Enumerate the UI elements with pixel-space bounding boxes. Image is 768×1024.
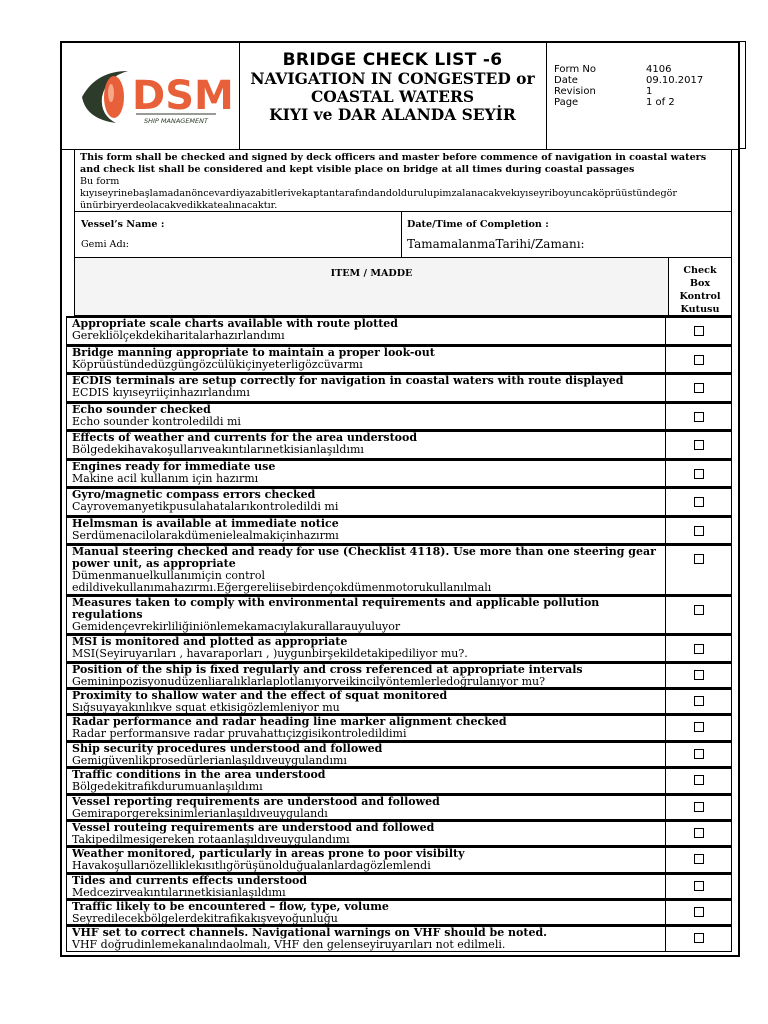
checklist-item-text [72, 404, 662, 428]
checklist-item-tr: Seyredilecekbölgelerdekitrafikakışveyoğunluğu [72, 912, 338, 925]
checklist-item-text [72, 690, 662, 714]
checklist-item-text [72, 796, 662, 820]
checkbox[interactable] [694, 383, 704, 393]
checklist-item-text [72, 716, 662, 740]
checkbox-cell [665, 597, 731, 633]
checklist-item-text [72, 375, 662, 399]
checklist-item-tr: MSI(Seyiruyarıları , havaraporları , )uygunbirşekildetakipediliyor mu?. [72, 647, 468, 660]
checklist-item-text [72, 743, 662, 767]
logo-cell [62, 43, 240, 149]
checklist-item-en: Measures taken to comply with environmental requirements and applicable pollution regulations [72, 596, 600, 621]
checklist-row [66, 767, 732, 794]
checklist-item-tr: Serdümenacilolarakdümenielealmakiçinhazırmı [72, 529, 339, 542]
checklist-item-text [72, 489, 662, 513]
checklist-form [60, 41, 740, 957]
table-header [74, 258, 732, 316]
checklist-row [66, 487, 732, 516]
checkbox-cell [665, 664, 731, 687]
checkbox-cell [665, 848, 731, 872]
checklist-item-en: Weather monitored, particularly in areas prone to poor visibilty [72, 847, 465, 860]
checkbox[interactable] [694, 854, 704, 864]
title-cell [239, 43, 547, 149]
checkbox-cell [665, 347, 731, 372]
checklist-item-text [72, 927, 662, 951]
checklist-item-tr: Gemigüvenlikprosedürlerianlaşıldıveuygulandımı [72, 754, 347, 767]
completion-date-label-tr: TamamalanmaTarihi/Zamanı: [407, 237, 585, 251]
checkbox[interactable] [694, 469, 704, 479]
checklist-row [66, 714, 732, 741]
checklist-item-tr: Gemininpozisyonudüzenliaralıklarlaplotlanıyorveikincilyöntemlerledoğrulanıyor mu? [72, 675, 546, 688]
checklist-item-text [72, 461, 662, 485]
checkbox[interactable] [694, 644, 704, 654]
checklist-item-text [72, 636, 662, 660]
checklist-row [66, 688, 732, 714]
form-meta: Form No 4106 Date 09.10.2017 Revision 1 Page 1 of 2 [554, 64, 704, 108]
checklist-item-en: Position of the ship is fixed regularly and cross referenced at appropriate intervals [72, 663, 583, 676]
checkbox[interactable] [694, 497, 704, 507]
checklist-item-text [72, 901, 662, 925]
vessel-name-label-tr: Gemi Adı: [81, 239, 129, 250]
checkbox[interactable] [694, 412, 704, 422]
checklist-item-en: Echo sounder checked [72, 403, 211, 416]
checkbox[interactable] [694, 526, 704, 536]
checklist-item-text [72, 318, 662, 342]
checkbox[interactable] [694, 355, 704, 365]
completion-date-label: Date/Time of Completion : [407, 219, 549, 230]
checklist-item-en: Vessel routeing requirements are understood and followed [72, 821, 435, 834]
checkbox-cell [665, 636, 731, 661]
checkbox-cell [665, 546, 731, 594]
checklist-item-text [72, 769, 662, 793]
checklist-row [66, 516, 732, 544]
checkbox[interactable] [694, 933, 704, 943]
checkbox[interactable] [694, 802, 704, 812]
checklist-item-tr: Makine acil kullanım için hazırmı [72, 472, 259, 485]
checklist-item-tr: Gemidençevrekirliliğiniönlemekamacıylakurallarauyuluyor [72, 620, 401, 633]
checklist-item-en: Helmsman is available at immediate notice [72, 517, 339, 530]
logo-text: DSM [132, 73, 234, 119]
checklist-item-tr: ECDIS kıyıseyriiçinhazırlandımı [72, 386, 250, 399]
checkbox-cell [665, 875, 731, 898]
checkbox[interactable] [694, 722, 704, 732]
form-subtitle-en-2: COASTAL WATERS [310, 87, 475, 106]
checkbox-cell [665, 927, 731, 951]
checkbox-cell [665, 796, 731, 819]
checklist-item-text [72, 347, 662, 371]
checklist-row [66, 794, 732, 820]
checklist-row [66, 459, 732, 487]
checklist-item-text [72, 432, 662, 456]
checklist-item-en: Effects of weather and currents for the area understood [72, 431, 418, 444]
checklist-item-tr: Gemiraporgereksinimlerianlaşıldıveuygulandı [72, 807, 328, 820]
checklist-item-en: Gyro/magnetic compass errors checked [72, 488, 316, 501]
checklist-item-text [72, 875, 662, 899]
checklist-item-tr: Gerekliölçekdekiharitalarhazırlandımı [72, 329, 285, 342]
checkbox-cell [665, 461, 731, 486]
checklist-item-en: Tides and currents effects understood [72, 874, 308, 887]
checkbox[interactable] [694, 775, 704, 785]
checkbox[interactable] [694, 881, 704, 891]
checkbox-cell [665, 489, 731, 515]
checklist-item-en: Bridge manning appropriate to maintain a proper look-out [72, 346, 435, 359]
checklist-item-text [72, 822, 662, 846]
checklist-row [66, 316, 732, 345]
logo-subtext: SHIP MANAGEMENT [144, 117, 208, 125]
checkbox-cell [665, 716, 731, 740]
checklist-item-en: Engines ready for immediate use [72, 460, 276, 473]
checklist-row [66, 925, 732, 952]
checkbox-cell [665, 822, 731, 845]
checklist-item-tr: Bölgedekihavakoşullarıveakıntılarınetkisianlaşıldımı [72, 443, 364, 456]
checklist-row [66, 899, 732, 925]
page-edge [740, 41, 746, 149]
form-subtitle-tr: KIYI ve DAR ALANDA SEYİR [269, 105, 516, 124]
checklist-item-tr: Havakoşullarıözelliklekısıtlıgörüşünolduğualanlardagözlemlendi [72, 859, 431, 872]
checklist-row [66, 846, 732, 873]
checklist-item-en: Vessel reporting requirements are understood and followed [72, 795, 440, 808]
checklist-item-en: Radar performance and radar heading line marker alignment checked [72, 715, 507, 728]
checklist-item-tr: Dümenmanuelkullanımiçin control edildivekullanımahazırmı.Eğergereliisebirdençokdümenmotorukullanılmalı [72, 569, 492, 594]
checklist-item-tr: VHF doğrudinlemekanalındaolmalı, VHF den gelenseyiruyarıları not edilmeli. [72, 938, 506, 951]
checklist-item-text [72, 848, 662, 872]
form-title: BRIDGE CHECK LIST -6 [282, 50, 503, 70]
checkbox[interactable] [694, 605, 704, 615]
checklist-item-en: MSI is monitored and plotted as appropriate [72, 635, 348, 648]
vessel-name-label: Vessel’s Name : [81, 219, 165, 230]
checklist-row [66, 662, 732, 688]
checklist-item-tr: Medcezirveakıntılarınetkisianlaşıldımı [72, 886, 286, 899]
checklist-item-text [72, 518, 662, 542]
intro-tr-1: Bu form [80, 176, 120, 187]
checklist-item-en: Appropriate scale charts available with route plotted [72, 317, 398, 330]
checkbox-cell [665, 518, 731, 543]
checklist-item-en: Traffic conditions in the area understood [72, 768, 326, 781]
checklist-item-en: Traffic likely to be encountered – flow, type, volume [72, 900, 389, 913]
checkbox[interactable] [694, 326, 704, 336]
checklist-item-tr: Takipedilmesigereken rotaanlaşıldıveuygulandımı [72, 833, 350, 846]
form-header [62, 43, 738, 150]
checklist-item-text [72, 546, 662, 594]
checkbox[interactable] [694, 907, 704, 917]
checklist-item-tr: Cayrovemanyetikpusulahatalarıkontroledildi mi [72, 500, 339, 513]
checklist-item-tr: Echo sounder kontroledildi mi [72, 415, 241, 428]
checkbox-cell [665, 404, 731, 429]
dsm-logo [76, 63, 236, 129]
intro-tr-2: kıyıseyrinebaşlamadanöncevardiyazabitlerivekaptantarafındandoldurulupimzalanacakvekıyıseyriboyuncaköprüüstündegör ünürbiryerdeolacakvedikkatealınacaktır. [80, 188, 677, 211]
checklist-item-tr: Sığsuyayakınlıkve squat etkisigözlemleniyor mu [72, 701, 340, 714]
checklist-row [66, 373, 732, 402]
form-subtitle-en-1: NAVIGATION IN CONGESTED or [250, 69, 535, 88]
checklist-row [66, 430, 732, 459]
intro-en: This form shall be checked and signed by deck officers and master before commence of navigation in coastal waters and check list shall be considered and kept visible place on bridge at all times during coastal passages [80, 152, 707, 175]
checkbox-cell [665, 375, 731, 401]
checklist-item-en: Ship security procedures understood and followed [72, 742, 383, 755]
checklist-row [66, 402, 732, 430]
check-column-header: Check Box Kontrol Kutusu [669, 258, 731, 315]
checklist-item-en: ECDIS terminals are setup correctly for navigation in coastal waters with route displayed [72, 374, 624, 387]
checkbox-cell [665, 901, 731, 924]
checkbox-cell [665, 318, 731, 344]
checkbox[interactable] [694, 554, 704, 564]
checkbox-cell [665, 690, 731, 713]
checkbox-cell [665, 432, 731, 458]
checklist-row [66, 873, 732, 899]
intro-instructions [74, 149, 732, 212]
checkbox[interactable] [694, 828, 704, 838]
checklist-item-tr: Köprüüstündedüzgüngözcülükiçinyeterligözcüvarmı [72, 358, 363, 371]
checkbox[interactable] [694, 440, 704, 450]
checklist-row [66, 741, 732, 767]
checklist-row [66, 634, 732, 662]
checklist-item-tr: Radar performansıve radar pruvahattıçizgisikontroledildimi [72, 727, 407, 740]
checklist-item-text [72, 597, 662, 633]
checklist-item-text [72, 664, 662, 688]
checklist-item-en: VHF set to correct channels. Navigational warnings on VHF should be noted. [72, 926, 547, 939]
vessel-name-field[interactable] [75, 212, 402, 257]
checklist-row [66, 595, 732, 634]
checkbox[interactable] [694, 696, 704, 706]
checklist-row [66, 345, 732, 373]
vessel-info [74, 212, 732, 258]
completion-date-field[interactable] [401, 212, 731, 257]
checklist-row [66, 820, 732, 846]
checklist-item-en: Manual steering checked and ready for use (Checklist 4118). Use more than one steering gear power unit, as appropriate [72, 545, 656, 570]
item-column-header: ITEM / MADDE [75, 258, 669, 315]
checkbox[interactable] [694, 670, 704, 680]
checkbox-cell [665, 743, 731, 766]
checkbox[interactable] [694, 749, 704, 759]
checklist-item-tr: Bölgedekitrafikdurumuanlaşıldımı [72, 780, 263, 793]
checklist-row [66, 544, 732, 595]
checklist-item-en: Proximity to shallow water and the effect of squat monitored [72, 689, 448, 702]
checkbox-cell [665, 769, 731, 793]
